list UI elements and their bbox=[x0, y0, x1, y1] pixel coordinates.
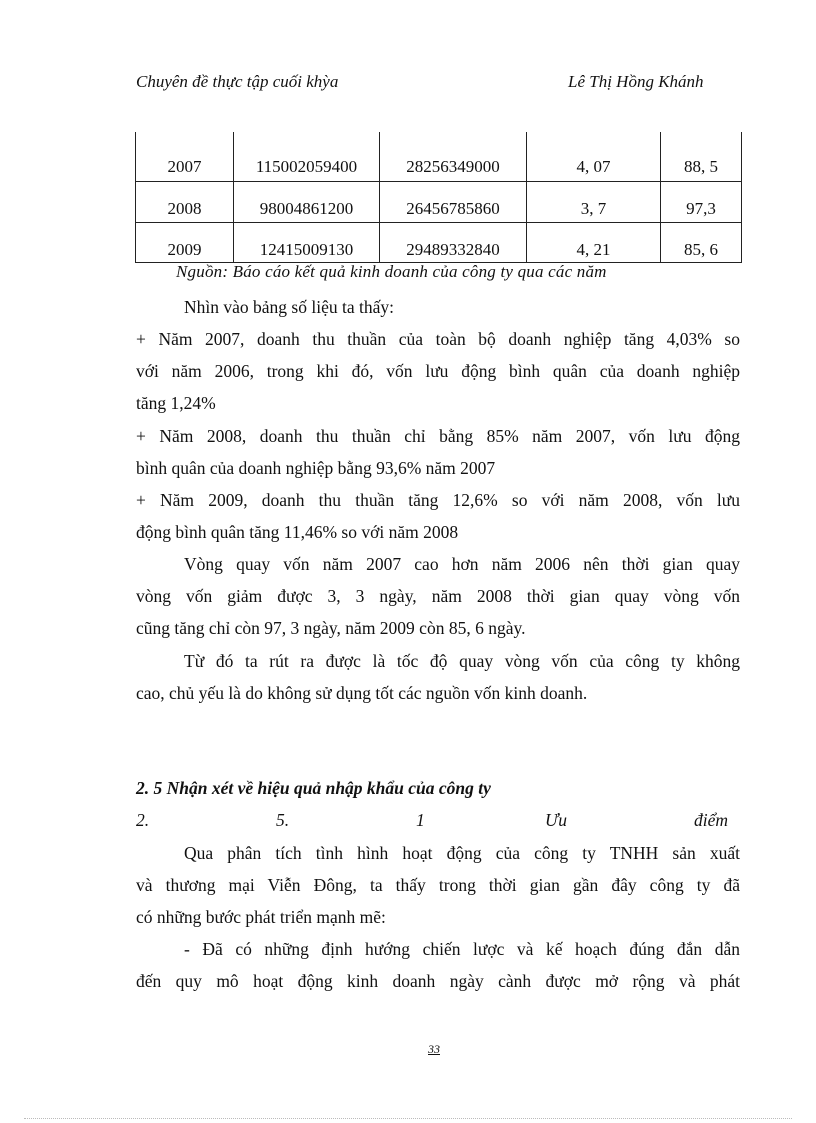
page-edge-divider bbox=[24, 1118, 792, 1119]
section-heading: 2. 5 Nhận xét về hiệu quả nhập khẩu của công ty bbox=[136, 778, 491, 798]
paragraph-line: cao, chủ yếu là do không sử dụng tốt các nguồn vốn kinh doanh. bbox=[136, 683, 588, 703]
table-cell: 97,3 bbox=[686, 199, 716, 218]
table-cell: 12415009130 bbox=[259, 240, 354, 259]
table-row bbox=[136, 240, 741, 262]
paragraph-line: có những bước phát triển mạnh mẽ: bbox=[136, 907, 386, 927]
table-cell: 26456785860 bbox=[406, 199, 500, 218]
subsection-heading-part: 5. bbox=[276, 810, 290, 830]
paragraph-line: Nhìn vào bảng số liệu ta thấy: bbox=[184, 297, 394, 317]
table-row bbox=[136, 157, 741, 179]
table-cell: 115002059400 bbox=[255, 157, 358, 176]
paragraph-line: + Năm 2008, doanh thu thuần chỉ bằng 85% năm 2007, vốn lưu động bbox=[136, 426, 740, 446]
table-cell: 85, 6 bbox=[684, 240, 718, 259]
table-row bbox=[136, 199, 741, 221]
paragraph-line: với năm 2006, trong khi đó, vốn lưu động bình quân của doanh nghiệp bbox=[136, 361, 740, 381]
subsection-heading-part: điểm bbox=[694, 810, 729, 830]
paragraph-line: + Năm 2007, doanh thu thuần của toàn bộ doanh nghiệp tăng 4,03% so bbox=[136, 329, 740, 349]
table-cell: 2007 bbox=[167, 157, 202, 176]
table-cell: 98004861200 bbox=[259, 199, 354, 218]
data-table bbox=[135, 132, 742, 263]
table-source-note: Nguồn: Báo cáo kết quả kinh doanh của công ty qua các năm bbox=[176, 262, 607, 281]
subsection-heading-part: 2. bbox=[136, 810, 150, 830]
table-cell: 29489332840 bbox=[406, 240, 500, 259]
table-cell: 88, 5 bbox=[684, 157, 718, 176]
paragraph-line: Vòng quay vốn năm 2007 cao hơn năm 2006 nên thời gian quay bbox=[184, 554, 740, 574]
subsection-heading-part: 1 bbox=[416, 810, 425, 830]
paragraph-line: động bình quân tăng 11,46% so với năm 2008 bbox=[136, 522, 459, 542]
paragraph-line: bình quân của doanh nghiệp bằng 93,6% năm 2007 bbox=[136, 458, 496, 478]
paragraph-line: - Đã có những định hướng chiến lược và kế hoạch đúng đắn dẫn bbox=[184, 939, 740, 959]
page-number: 33 bbox=[428, 1042, 440, 1056]
header-title: Chuyên đề thực tập cuối khỳa bbox=[136, 72, 339, 91]
paragraph-line: cũng tăng chỉ còn 97, 3 ngày, năm 2009 còn 85, 6 ngày. bbox=[136, 618, 526, 638]
table-cell: 3, 7 bbox=[580, 199, 607, 218]
paragraph-line: Qua phân tích tình hình hoạt động của công ty TNHH sản xuất bbox=[184, 843, 740, 863]
paragraph-line: Từ đó ta rút ra được là tốc độ quay vòng vốn của công ty không bbox=[184, 651, 740, 671]
table-cell: 2009 bbox=[167, 240, 202, 259]
table-cell: 4, 07 bbox=[576, 157, 611, 176]
subsection-heading-part: Ưu bbox=[545, 810, 567, 830]
table-cell: 28256349000 bbox=[406, 157, 500, 176]
table-cell: 4, 21 bbox=[576, 240, 611, 259]
paragraph-line: vòng vốn giảm được 3, 3 ngày, năm 2008 thời gian quay vòng vốn bbox=[136, 586, 740, 606]
paragraph-line: đến quy mô hoạt động kinh doanh ngày cành được mở rộng và phát bbox=[136, 971, 740, 991]
paragraph-line: + Năm 2009, doanh thu thuần tăng 12,6% so với năm 2008, vốn lưu bbox=[136, 490, 740, 510]
paragraph-line: tăng 1,24% bbox=[136, 393, 216, 413]
paragraph-line: và thương mại Viễn Đông, ta thấy trong thời gian gần đây công ty đã bbox=[136, 875, 740, 895]
table-cell: 2008 bbox=[167, 199, 202, 218]
header-author: Lê Thị Hồng Khánh bbox=[568, 72, 704, 91]
